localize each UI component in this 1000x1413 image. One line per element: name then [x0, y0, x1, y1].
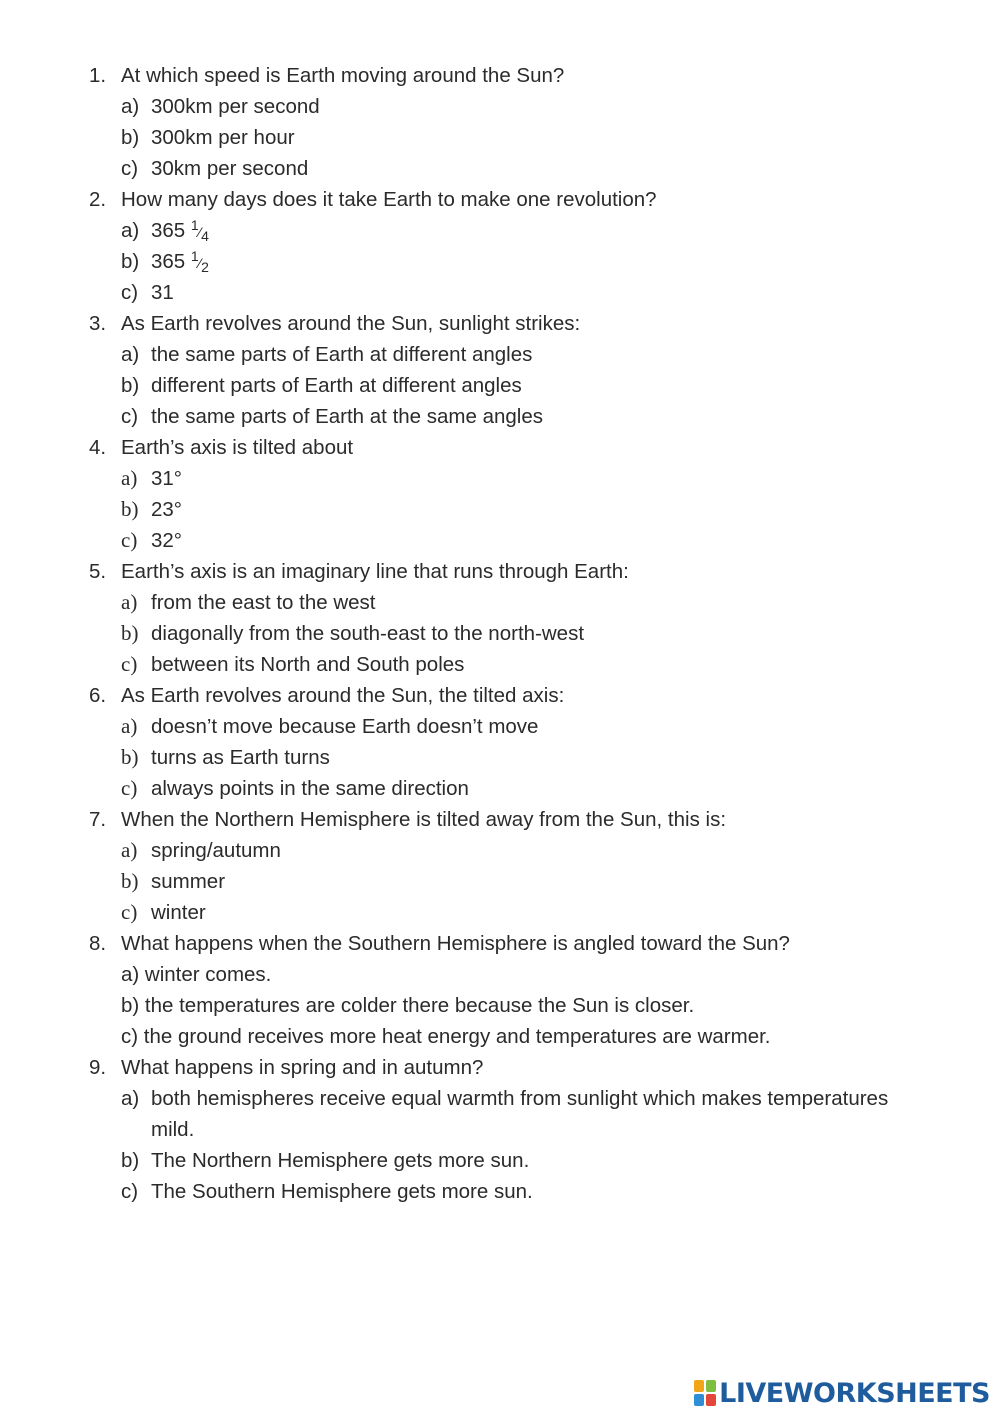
- option-text: from the east to the west: [151, 591, 376, 614]
- option-text: [151, 246, 209, 279]
- option-label: b): [121, 250, 140, 273]
- option-text: 300km per second: [151, 95, 320, 118]
- option-text: spring/autumn: [151, 839, 281, 862]
- liveworksheets-logo-icon: [694, 1380, 716, 1406]
- question-8: [0, 928, 1000, 959]
- option-label: c): [121, 405, 139, 428]
- answer-option[interactable]: [0, 866, 1000, 897]
- option-label: a): [121, 714, 138, 738]
- question-number: 7.: [89, 808, 107, 831]
- answer-option[interactable]: [0, 1176, 1000, 1207]
- question-number: 9.: [89, 1056, 107, 1079]
- question-number: 3.: [89, 312, 107, 335]
- question-text: How many days does it take Earth to make one revolution?: [121, 188, 657, 211]
- answer-option[interactable]: [0, 618, 1000, 649]
- question-number: 8.: [89, 932, 107, 955]
- option-label: c): [121, 776, 138, 800]
- quiz: [0, 60, 1000, 1207]
- option-label: a): [121, 590, 138, 614]
- question-text: Earth’s axis is tilted about: [121, 436, 354, 459]
- answer-option[interactable]: [0, 587, 1000, 618]
- option-whole-number: 365: [151, 250, 186, 273]
- question-6: [0, 680, 1000, 711]
- answer-option[interactable]: [0, 525, 1000, 556]
- question-text: What happens when the Southern Hemisphere is angled toward the Sun?: [121, 932, 790, 955]
- option-label: c): [121, 281, 139, 304]
- answer-option[interactable]: [0, 463, 1000, 494]
- liveworksheets-logo: [694, 1376, 990, 1410]
- option-label: b): [121, 745, 139, 769]
- fraction-denominator: 4: [201, 228, 209, 244]
- answer-option[interactable]: [0, 494, 1000, 525]
- question-number: 5.: [89, 560, 107, 583]
- answer-option[interactable]: [0, 215, 1000, 246]
- option-text: turns as Earth turns: [151, 746, 330, 769]
- option-text: 32°: [151, 529, 183, 552]
- question-text: As Earth revolves around the Sun, the tilted axis:: [121, 684, 565, 707]
- option-text: 300km per hour: [151, 126, 295, 149]
- option-text: diagonally from the south-east to the north-west: [151, 622, 585, 645]
- answer-option[interactable]: [0, 990, 1000, 1021]
- liveworksheets-logo-text: LIVEWORKSHEETS: [719, 1377, 990, 1409]
- answer-option[interactable]: [0, 153, 1000, 184]
- fraction: 1⁄2: [190, 248, 209, 275]
- option-text: 30km per second: [151, 157, 309, 180]
- option-text: the same parts of Earth at the same angles: [151, 405, 543, 428]
- fraction-denominator: 2: [201, 259, 209, 275]
- question-number: 2.: [89, 188, 107, 211]
- option-whole-number: 365: [151, 219, 186, 242]
- option-text: summer: [151, 870, 226, 893]
- question-text: Earth’s axis is an imaginary line that runs through Earth:: [121, 560, 629, 583]
- option-text: between its North and South poles: [151, 653, 465, 676]
- answer-option-continuation[interactable]: [0, 1114, 1000, 1145]
- question-1: [0, 60, 1000, 91]
- question-9: [0, 1052, 1000, 1083]
- option-label: c): [121, 652, 138, 676]
- answer-option[interactable]: [0, 649, 1000, 680]
- option-text: The Southern Hemisphere gets more sun.: [151, 1180, 533, 1203]
- option-text: always points in the same direction: [151, 777, 469, 800]
- option-text: [151, 215, 209, 248]
- option-label: b): [121, 1149, 140, 1172]
- option-text: b) the temperatures are colder there because the Sun is closer.: [121, 994, 695, 1017]
- option-text: c) the ground receives more heat energy and temperatures are warmer.: [121, 1025, 771, 1048]
- option-text: 31: [151, 281, 174, 304]
- option-label: a): [121, 1087, 140, 1110]
- option-label: c): [121, 900, 138, 924]
- answer-option[interactable]: [0, 742, 1000, 773]
- option-text: 23°: [151, 498, 183, 521]
- answer-option[interactable]: [0, 835, 1000, 866]
- option-label: a): [121, 343, 140, 366]
- answer-option[interactable]: [0, 1021, 1000, 1052]
- question-5: [0, 556, 1000, 587]
- option-label: a): [121, 466, 138, 490]
- option-label: a): [121, 838, 138, 862]
- question-text: As Earth revolves around the Sun, sunlight strikes:: [121, 312, 581, 335]
- option-label: b): [121, 621, 139, 645]
- option-label: b): [121, 869, 139, 893]
- answer-option[interactable]: [0, 91, 1000, 122]
- option-text: the same parts of Earth at different angles: [151, 343, 533, 366]
- option-text: doesn’t move because Earth doesn’t move: [151, 715, 539, 738]
- answer-option[interactable]: [0, 897, 1000, 928]
- answer-option[interactable]: [0, 277, 1000, 308]
- option-text: a) winter comes.: [121, 963, 272, 986]
- fraction-numerator: 1: [190, 248, 199, 264]
- question-3: [0, 308, 1000, 339]
- option-text: winter: [151, 901, 206, 924]
- option-text: both hemispheres receive equal warmth from sunlight which makes temperatures: [151, 1087, 889, 1110]
- answer-option[interactable]: [0, 246, 1000, 277]
- option-label: c): [121, 528, 138, 552]
- option-label: b): [121, 374, 140, 397]
- option-label: b): [121, 126, 140, 149]
- option-text: different parts of Earth at different angles: [151, 374, 522, 397]
- answer-option[interactable]: [0, 339, 1000, 370]
- question-number: 6.: [89, 684, 107, 707]
- question-7: [0, 804, 1000, 835]
- question-number: 1.: [89, 64, 107, 87]
- question-number: 4.: [89, 436, 107, 459]
- answer-option[interactable]: [0, 370, 1000, 401]
- question-4: [0, 432, 1000, 463]
- option-text: The Northern Hemisphere gets more sun.: [151, 1149, 530, 1172]
- question-text: At which speed is Earth moving around the Sun?: [121, 64, 565, 87]
- option-label: a): [121, 95, 140, 118]
- question-text: What happens in spring and in autumn?: [121, 1056, 484, 1079]
- answer-option[interactable]: [0, 711, 1000, 742]
- question-text: When the Northern Hemisphere is tilted away from the Sun, this is:: [121, 808, 727, 831]
- fraction-numerator: 1: [190, 217, 199, 233]
- answer-option[interactable]: [0, 401, 1000, 432]
- answer-option[interactable]: [0, 1083, 1000, 1114]
- answer-option[interactable]: [0, 773, 1000, 804]
- option-text-continuation: mild.: [151, 1118, 195, 1141]
- answer-option[interactable]: [0, 122, 1000, 153]
- option-text: 31°: [151, 467, 183, 490]
- option-label: b): [121, 497, 139, 521]
- answer-option[interactable]: [0, 1145, 1000, 1176]
- option-label: c): [121, 1180, 139, 1203]
- answer-option[interactable]: [0, 959, 1000, 990]
- option-label: c): [121, 157, 139, 180]
- fraction: 1⁄4: [190, 217, 209, 244]
- option-label: a): [121, 219, 140, 242]
- question-2: [0, 184, 1000, 215]
